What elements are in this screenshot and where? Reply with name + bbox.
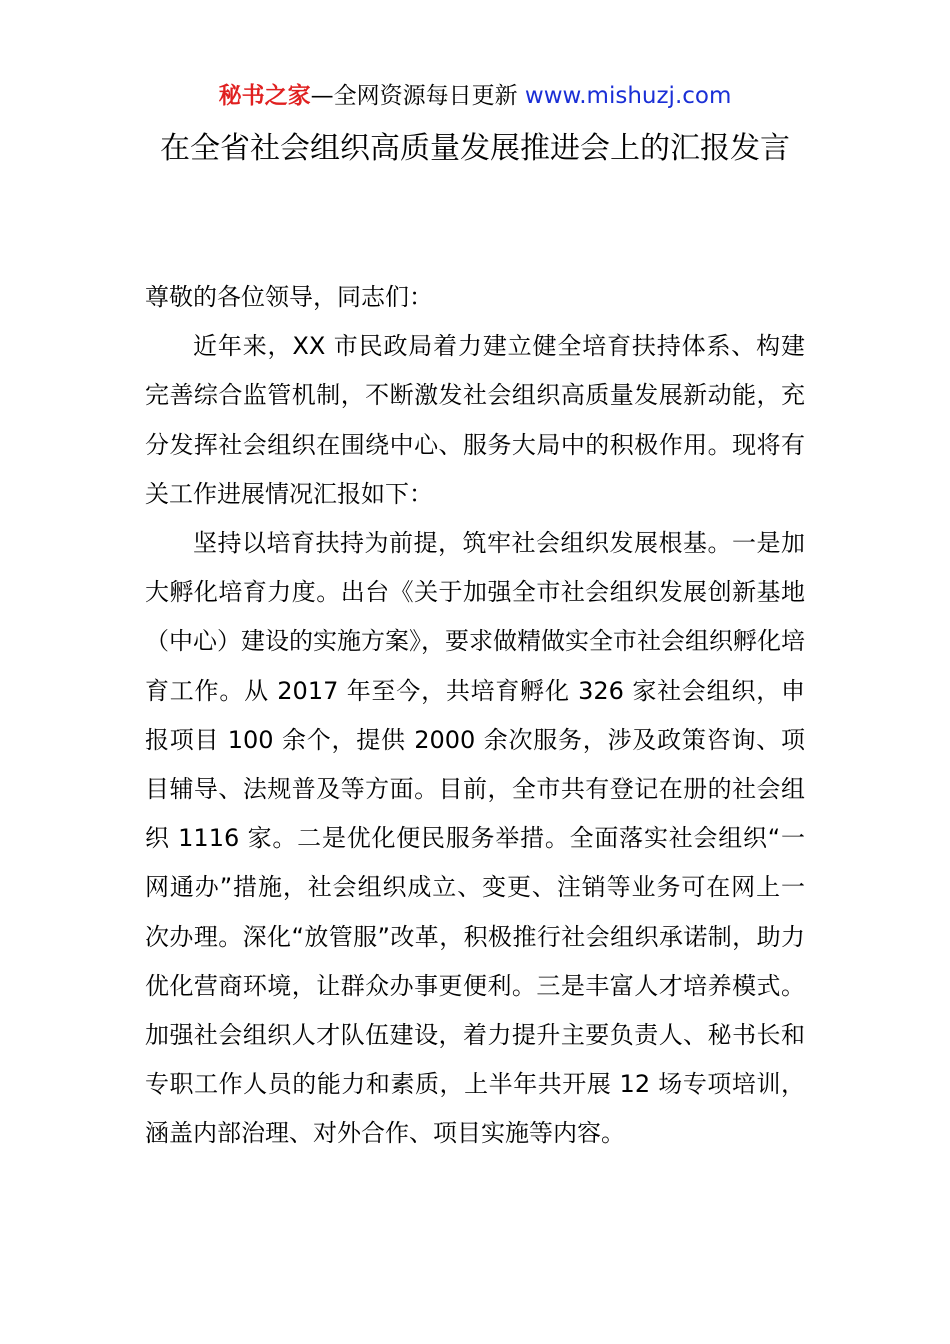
site-url-link[interactable]: www.mishuzj.com [524,83,732,109]
brand-name: 秘书之家 [218,83,311,109]
site-header [0,80,950,112]
document-body [145,273,805,1159]
body-paragraph-cultivation: 坚持以培育扶持为前提，筑牢社会组织发展根基。一是加大孵化培育力度。出台《关于加强全市社会组织发展创新基地（中心）建设的实施方案》，要求做精做实全市社会组织孵化培育工作。从 2017 年至今，共培育孵化 326 家社会组织，申报项目 100 余个，提供 2000 余次服务，涉及政策咨询、项目辅导、法规普及等方面。目前，全市共有登记在册的社会组织 1116 家。二是优化便民服务举措。全面落实社会组织“一网通办”措施，社会组织成立、变更、注销等业务可在网上一次办理。深化“放管服”改革，积极推行社会组织承诺制，助力优化营商环境，让群众办事更便利。三是丰富人才培养模式。加强社会组织人才队伍建设，着力提升主要负责人、秘书长和专职工作人员的能力和素质，上半年共开展 12 场专项培训，涵盖内部治理、对外合作、项目实施等内容。 [145,529,805,1148]
body-paragraph-intro: 近年来，XX 市民政局着力建立健全培育扶持体系、构建完善综合监管机制，不断激发社会组织高质量发展新动能，充分发挥社会组织在围绕中心、服务大局中的积极作用。现将有关工作进展情况汇报如下： [145,332,805,508]
salutation: 尊敬的各位领导，同志们： [145,283,433,311]
document-title: 在全省社会组织高质量发展推进会上的汇报发言 [160,131,790,166]
site-slogan: —全网资源每日更新 [310,83,525,109]
